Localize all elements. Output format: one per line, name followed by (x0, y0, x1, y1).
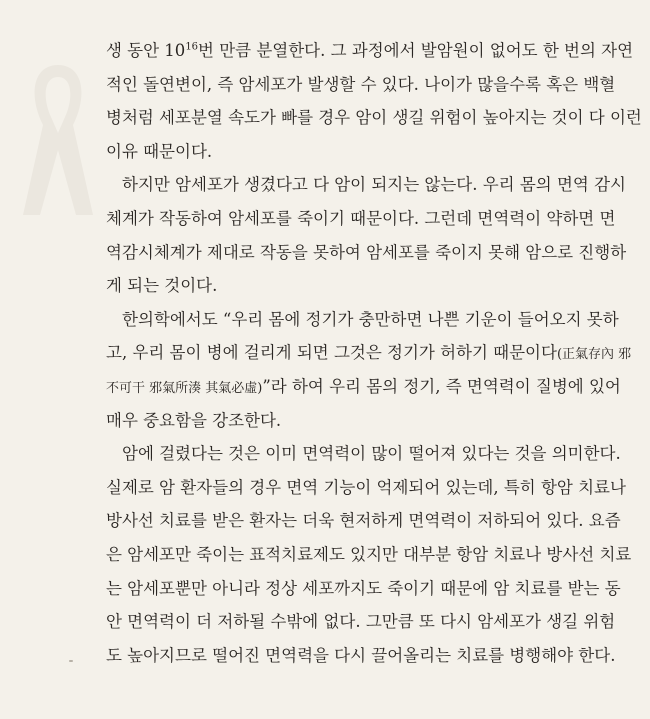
page-speck (69, 660, 73, 662)
text-line (106, 471, 626, 505)
text-line (106, 538, 632, 572)
text-segment: 매우 중요함을 강조한다. (106, 410, 282, 430)
text-line (106, 34, 634, 68)
text-segment: 한의학에서도 “우리 몸에 정기가 충만하면 나쁜 기운이 들어오지 못하 (122, 309, 619, 329)
hanja-quote: 不可干 邪氣所湊 其氣必虛) (106, 380, 263, 396)
text-segment: 번 만큼 분열한다. 그 과정에서 발암원이 없어도 한 번의 자연 (198, 41, 634, 60)
text-segment: 생 동안 10 (106, 41, 186, 60)
text-line (106, 404, 606, 438)
text-line (106, 504, 621, 538)
text-line (106, 336, 632, 370)
text-segment: 은 암세포만 죽이는 표적치료제도 있지만 대부분 항암 치료나 방사선 치료 (106, 544, 632, 564)
text-segment: 체계가 작동하여 암세포를 죽이기 때문이다. 그런데 면역력이 약하면 면 (106, 208, 616, 228)
text-line (106, 605, 616, 639)
text-segment: 도 높아지므로 떨어진 면역력을 다시 끌어올리는 치료를 병행해야 한다. (106, 645, 616, 665)
text-segment: 병처럼 세포분열 속도가 빠를 경우 암이 생길 위험이 높아지는 것이 다 이런 (106, 108, 642, 128)
text-segment: 는 암세포뿐만 아니라 정상 세포까지도 죽이기 때문에 암 치료를 받는 동 (106, 578, 621, 598)
text-line (106, 370, 621, 404)
text-segment: 고, 우리 몸이 병에 걸리게 되면 그것은 정기가 허하기 때문이다 (106, 343, 557, 363)
text-line (106, 101, 642, 135)
text-segment: 게 되는 것이다. (106, 276, 218, 296)
paragraph (106, 34, 642, 168)
text-line (106, 168, 626, 202)
text-segment: 안 면역력이 더 저하될 수밖에 없다. 그만큼 또 다시 암세포가 생길 위험 (106, 612, 616, 632)
paragraph (106, 168, 627, 302)
text-line (106, 437, 621, 471)
text-line (106, 202, 616, 236)
text-line (106, 269, 606, 303)
text-segment: 실제로 암 환자들의 경우 면역 기능이 억제되어 있는데, 특히 항암 치료나 (106, 477, 626, 497)
text-line (106, 639, 616, 673)
text-line (106, 68, 616, 102)
text-segment: 방사선 치료를 받은 환자는 더욱 현저하게 면역력이 저하되어 있다. 요즘 (106, 511, 621, 531)
paragraph (106, 303, 632, 437)
text-segment: 역감시체계가 제대로 작동을 못하여 암세포를 죽이지 못해 암으로 진행하 (106, 242, 627, 262)
superscript: 16 (185, 41, 199, 53)
text-segment: 이유 때문이다. (106, 141, 213, 161)
ribbon-watermark-icon (18, 55, 98, 225)
body-text (106, 34, 642, 672)
text-line (106, 236, 627, 270)
text-segment: ”라 하여 우리 몸의 정기, 즉 면역력이 질병에 있어 (262, 376, 621, 396)
text-segment: 하지만 암세포가 생겼다고 다 암이 되지는 않는다. 우리 몸의 면역 감시 (122, 175, 626, 195)
hanja-quote: (正氣存內 邪 (556, 347, 632, 363)
text-segment: 암에 걸렸다는 것은 이미 면역력이 많이 떨어져 있다는 것을 의미한다. (122, 444, 621, 464)
text-segment: 적인 돌연변이, 즉 암세포가 발생할 수 있다. 나이가 많을수록 혹은 백혈 (106, 74, 616, 94)
text-line (106, 303, 619, 337)
paragraph (106, 437, 632, 672)
text-line (106, 572, 621, 606)
text-line (106, 135, 606, 169)
